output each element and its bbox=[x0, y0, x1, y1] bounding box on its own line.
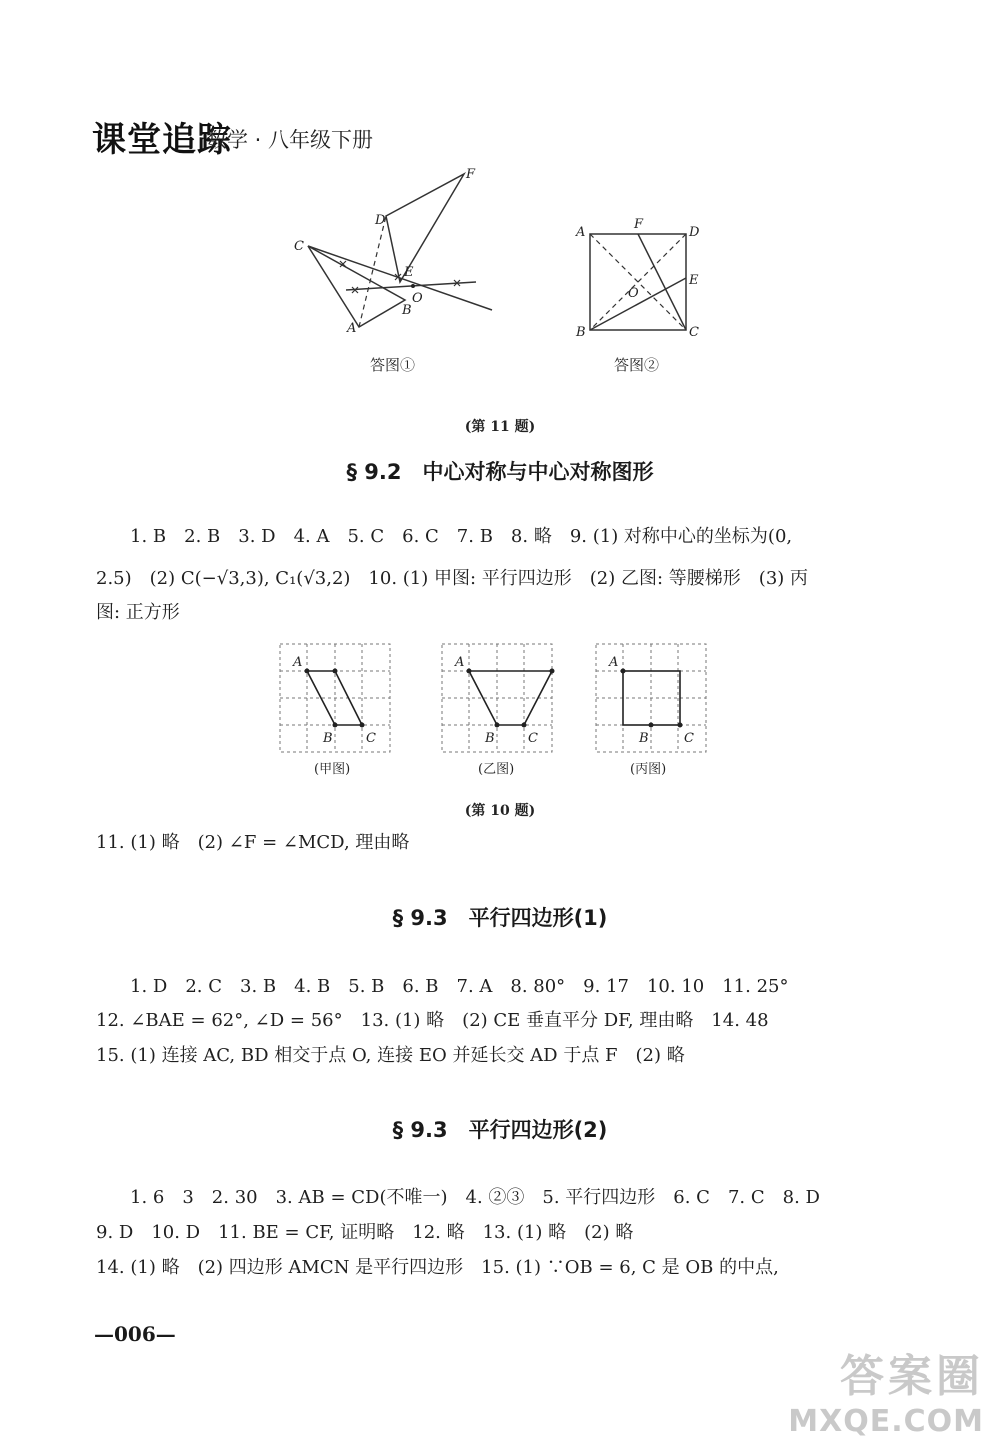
label-B: B bbox=[323, 731, 333, 746]
label-C: C bbox=[689, 325, 699, 340]
figure-11-diagram-1 bbox=[280, 160, 510, 340]
answer-line: 1. B 2. B 3. D 4. A 5. C 6. C 7. B 8. 略 9. (1) 对称中心的坐标为(0, bbox=[130, 526, 793, 547]
grid-caption-yi: (乙图) bbox=[478, 762, 515, 777]
series-logo: 课堂追踪 bbox=[92, 120, 232, 160]
label-E: E bbox=[404, 265, 414, 280]
watermark-url: MXQE.COM bbox=[788, 1404, 984, 1439]
label-B: B bbox=[639, 731, 649, 746]
watermark bbox=[788, 1340, 984, 1439]
label-C: C bbox=[366, 731, 376, 746]
label-B: B bbox=[576, 325, 586, 340]
figure-11-diagram-2 bbox=[568, 212, 708, 342]
answer-line: 9. D 10. D 11. BE = CF, 证明略 12. 略 13. (1) 略 (2) 略 bbox=[96, 1222, 634, 1243]
watermark-text: 答案圈 bbox=[840, 1351, 984, 1402]
figure-10-bing bbox=[594, 642, 714, 757]
label-B: B bbox=[485, 731, 495, 746]
answer-line: 15. (1) 连接 AC, BD 相交于点 O, 连接 EO 并延长交 AD 于点 F (2) 略 bbox=[96, 1045, 685, 1066]
question-10-caption: (第 10 题) bbox=[464, 803, 536, 819]
answer-line: 14. (1) 略 (2) 四边形 AMCN 是平行四边形 15. (1) ∵OB = 6, C 是 OB 的中点, bbox=[96, 1257, 779, 1278]
section-title-9-2: § 9.2 中心对称与中心对称图形 bbox=[346, 460, 654, 484]
label-A: A bbox=[293, 655, 303, 670]
answer-line: 2.5) (2) C(−√3,3), C₁(√3,2) 10. (1) 甲图: 平行四边形 (2) 乙图: 等腰梯形 (3) 丙 bbox=[96, 568, 809, 589]
section-title-9-3-1: § 9.3 平行四边形(1) bbox=[392, 906, 608, 930]
label-C: C bbox=[528, 731, 538, 746]
label-O: O bbox=[628, 286, 639, 301]
grid-caption-jia: (甲图) bbox=[314, 762, 351, 777]
label-E: E bbox=[689, 273, 699, 288]
figure-10-yi bbox=[440, 642, 560, 757]
question-11-caption: (第 11 题) bbox=[464, 419, 536, 435]
label-D: D bbox=[375, 213, 386, 228]
book-subject: 数学 · 八年级下册 bbox=[206, 128, 374, 152]
answer-line: 12. ∠BAE = 62°, ∠D = 56° 13. (1) 略 (2) CE 垂直平分 DF, 理由略 14. 48 bbox=[96, 1010, 769, 1031]
label-D: D bbox=[689, 225, 700, 240]
label-F: F bbox=[634, 217, 644, 232]
answer-line: 1. D 2. C 3. B 4. B 5. B 6. B 7. A 8. 80° 9. 17 10. 10 11. 25° bbox=[130, 976, 789, 997]
label-A: A bbox=[576, 225, 586, 240]
label-C: C bbox=[684, 731, 694, 746]
answer-line: 图: 正方形 bbox=[96, 602, 180, 623]
section-title-9-3-2: § 9.3 平行四边形(2) bbox=[392, 1118, 608, 1142]
figure-10-jia bbox=[278, 642, 398, 757]
label-A: A bbox=[609, 655, 619, 670]
label-F: F bbox=[466, 167, 476, 182]
answer-line: 1. 6 3 2. 30 3. AB = CD(不唯一) 4. ②③ 5. 平行四边形 6. C 7. C 8. D bbox=[130, 1187, 820, 1208]
grid-caption-bing: (丙图) bbox=[630, 762, 667, 777]
figure-caption-1: 答图① bbox=[370, 356, 416, 374]
answer-line: 11. (1) 略 (2) ∠F = ∠MCD, 理由略 bbox=[96, 832, 410, 853]
label-O: O bbox=[412, 291, 423, 306]
label-C: C bbox=[294, 239, 304, 254]
figure-caption-2: 答图② bbox=[614, 356, 660, 374]
label-A: A bbox=[455, 655, 465, 670]
page-number: —006— bbox=[94, 1322, 176, 1346]
label-A: A bbox=[347, 321, 357, 336]
label-B: B bbox=[402, 303, 412, 318]
